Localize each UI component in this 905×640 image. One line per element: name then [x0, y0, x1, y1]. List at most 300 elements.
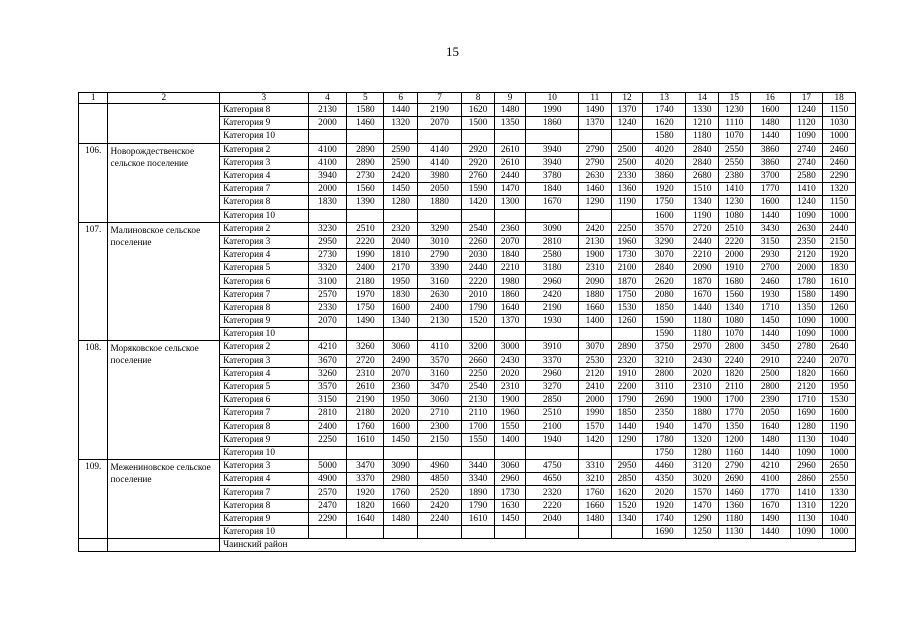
value-cell: 1590: [643, 315, 686, 328]
value-cell: 2210: [494, 262, 526, 275]
value-cell: [579, 328, 612, 341]
value-cell: 1230: [719, 196, 751, 209]
value-cell: 2400: [308, 420, 347, 433]
value-cell: 1750: [611, 288, 643, 301]
value-cell: 1820: [790, 367, 823, 380]
value-cell: 3430: [750, 222, 790, 235]
value-cell: [462, 446, 495, 459]
category-label: Категория 5: [220, 262, 308, 275]
value-cell: 1340: [384, 315, 418, 328]
category-label: Категория 7: [220, 183, 308, 196]
category-label: Категория 9: [220, 315, 308, 328]
value-cell: [611, 209, 643, 222]
value-cell: 2610: [347, 380, 384, 393]
value-cell: 1460: [719, 486, 751, 499]
value-cell: 3940: [526, 143, 579, 156]
value-cell: 1180: [686, 315, 719, 328]
district-label: Чаинский район: [220, 539, 856, 552]
value-cell: 1460: [347, 117, 384, 130]
value-cell: 2490: [384, 354, 418, 367]
value-cell: 1950: [384, 394, 418, 407]
value-cell: 1000: [823, 328, 856, 341]
settlement-name: [108, 104, 220, 144]
value-cell: 1470: [686, 499, 719, 512]
value-cell: 2120: [790, 380, 823, 393]
value-cell: 4210: [308, 341, 347, 354]
value-cell: 1000: [823, 526, 856, 539]
value-cell: 1790: [462, 499, 495, 512]
value-cell: 2220: [462, 275, 495, 288]
value-cell: 2190: [347, 394, 384, 407]
value-cell: 1600: [823, 407, 856, 420]
value-cell: 2580: [790, 169, 823, 182]
value-cell: 2790: [579, 143, 612, 156]
value-cell: 1420: [579, 433, 612, 446]
column-number: 5: [347, 93, 384, 104]
value-cell: 2690: [719, 473, 751, 486]
value-cell: 3470: [347, 460, 384, 473]
value-cell: 1340: [686, 196, 719, 209]
settlement-name: Малиновское сельское поселение: [108, 222, 220, 341]
value-cell: 1900: [686, 394, 719, 407]
value-cell: 2910: [750, 354, 790, 367]
value-cell: 3110: [643, 380, 686, 393]
value-cell: 1850: [643, 301, 686, 314]
value-cell: 1620: [611, 486, 643, 499]
value-cell: 4100: [308, 156, 347, 169]
value-cell: 2960: [790, 460, 823, 473]
value-cell: 3570: [308, 380, 347, 393]
value-cell: 1440: [750, 209, 790, 222]
value-cell: 1290: [579, 196, 612, 209]
value-cell: 4350: [643, 473, 686, 486]
district-row: [79, 539, 856, 552]
value-cell: 1090: [790, 130, 823, 143]
value-cell: 1320: [384, 117, 418, 130]
value-cell: 1670: [526, 196, 579, 209]
column-number: 7: [417, 93, 461, 104]
value-cell: [526, 328, 579, 341]
value-cell: 1580: [347, 104, 384, 117]
value-cell: 2760: [462, 169, 495, 182]
value-cell: 1450: [384, 183, 418, 196]
value-cell: 1520: [611, 499, 643, 512]
value-cell: 1480: [494, 104, 526, 117]
value-cell: 1310: [790, 499, 823, 512]
value-cell: [579, 209, 612, 222]
column-number: 15: [719, 93, 751, 104]
table-body: [79, 93, 856, 552]
value-cell: [308, 130, 347, 143]
value-cell: 1660: [823, 367, 856, 380]
value-cell: 1830: [823, 262, 856, 275]
category-label: Категория 9: [220, 433, 308, 446]
value-cell: 1630: [494, 499, 526, 512]
value-cell: 2050: [417, 183, 461, 196]
value-cell: 1440: [384, 104, 418, 117]
value-cell: 2110: [719, 380, 751, 393]
value-cell: 1710: [790, 394, 823, 407]
value-cell: 1550: [462, 433, 495, 446]
value-cell: 2420: [579, 222, 612, 235]
value-cell: [384, 328, 418, 341]
value-cell: 3270: [526, 380, 579, 393]
value-cell: [579, 130, 612, 143]
value-cell: [611, 526, 643, 539]
value-cell: 1530: [823, 394, 856, 407]
value-cell: 1820: [347, 499, 384, 512]
value-cell: 2310: [347, 367, 384, 380]
value-cell: 1560: [347, 183, 384, 196]
category-label: Категория 10: [220, 328, 308, 341]
category-label: Категория 7: [220, 407, 308, 420]
value-cell: 1870: [686, 275, 719, 288]
value-cell: [494, 446, 526, 459]
value-cell: 1370: [494, 315, 526, 328]
value-cell: 1970: [347, 288, 384, 301]
value-cell: 2890: [611, 341, 643, 354]
value-cell: 3060: [384, 341, 418, 354]
value-cell: 3090: [526, 222, 579, 235]
category-label: Категория 2: [220, 222, 308, 235]
value-cell: 2390: [750, 394, 790, 407]
value-cell: 1120: [790, 117, 823, 130]
value-cell: 2430: [494, 354, 526, 367]
value-cell: 2090: [686, 262, 719, 275]
value-cell: 4650: [526, 473, 579, 486]
value-cell: 2840: [643, 262, 686, 275]
value-cell: [384, 209, 418, 222]
column-number: 13: [643, 93, 686, 104]
value-cell: 1480: [384, 512, 418, 525]
value-cell: 2400: [417, 301, 461, 314]
value-cell: 2740: [790, 143, 823, 156]
value-cell: 1520: [462, 315, 495, 328]
value-cell: [526, 130, 579, 143]
value-cell: 2960: [494, 473, 526, 486]
value-cell: 1980: [494, 275, 526, 288]
value-cell: 2410: [579, 380, 612, 393]
value-cell: 2310: [494, 380, 526, 393]
empty-cell: [108, 539, 220, 552]
value-cell: [579, 526, 612, 539]
category-label: Категория 7: [220, 288, 308, 301]
value-cell: 1490: [750, 512, 790, 525]
value-cell: 2040: [526, 512, 579, 525]
column-number: 3: [220, 93, 308, 104]
value-cell: [417, 526, 461, 539]
value-cell: 1580: [790, 288, 823, 301]
value-cell: 1070: [719, 130, 751, 143]
value-cell: 1330: [823, 486, 856, 499]
value-cell: 1790: [462, 301, 495, 314]
value-cell: 1030: [823, 117, 856, 130]
value-cell: 1620: [643, 117, 686, 130]
value-cell: 4140: [417, 156, 461, 169]
value-cell: 2850: [526, 394, 579, 407]
value-cell: 1350: [790, 301, 823, 314]
category-label: Категория 3: [220, 354, 308, 367]
value-cell: 1680: [719, 275, 751, 288]
value-cell: 1190: [823, 420, 856, 433]
value-cell: [494, 209, 526, 222]
value-cell: 2020: [384, 407, 418, 420]
value-cell: 1230: [719, 104, 751, 117]
value-cell: 2240: [719, 354, 751, 367]
value-cell: 1740: [643, 104, 686, 117]
value-cell: 3570: [417, 354, 461, 367]
value-cell: 1760: [384, 486, 418, 499]
value-cell: 2400: [347, 262, 384, 275]
value-cell: 1770: [750, 183, 790, 196]
value-cell: 3210: [579, 473, 612, 486]
value-cell: 2800: [719, 341, 751, 354]
value-cell: 2000: [719, 249, 751, 262]
settlement-name: Моряковское сельское поселение: [108, 341, 220, 460]
value-cell: 1130: [719, 526, 751, 539]
value-cell: 1040: [823, 433, 856, 446]
value-cell: 4460: [643, 460, 686, 473]
value-cell: 2790: [579, 156, 612, 169]
settlement-number: 108.: [79, 341, 108, 460]
value-cell: 2240: [790, 354, 823, 367]
value-cell: 1810: [384, 249, 418, 262]
value-cell: 1350: [719, 420, 751, 433]
value-cell: 1000: [823, 315, 856, 328]
value-cell: 1460: [579, 183, 612, 196]
value-cell: 1490: [579, 104, 612, 117]
value-cell: [611, 130, 643, 143]
value-cell: 2090: [579, 275, 612, 288]
value-cell: 1350: [494, 117, 526, 130]
value-cell: [462, 209, 495, 222]
category-label: Категория 4: [220, 249, 308, 262]
value-cell: 1660: [384, 499, 418, 512]
value-cell: 1370: [611, 104, 643, 117]
value-cell: 3070: [579, 341, 612, 354]
tariff-table: [78, 92, 856, 552]
value-cell: 1600: [643, 209, 686, 222]
category-label: Категория 9: [220, 117, 308, 130]
value-cell: 2360: [384, 380, 418, 393]
value-cell: 2610: [494, 143, 526, 156]
value-cell: 3290: [643, 235, 686, 248]
column-number: 14: [686, 93, 719, 104]
value-cell: 2000: [790, 262, 823, 275]
table-row: [79, 222, 856, 235]
value-cell: 4750: [526, 460, 579, 473]
value-cell: 2000: [308, 183, 347, 196]
value-cell: 4020: [643, 143, 686, 156]
value-cell: 1250: [686, 526, 719, 539]
value-cell: 2310: [686, 380, 719, 393]
value-cell: 3670: [308, 354, 347, 367]
category-label: Категория 4: [220, 473, 308, 486]
value-cell: 4100: [308, 143, 347, 156]
value-cell: 2730: [347, 169, 384, 182]
value-cell: 2380: [719, 169, 751, 182]
value-cell: 1590: [643, 328, 686, 341]
value-cell: 1880: [686, 407, 719, 420]
category-label: Категория 5: [220, 380, 308, 393]
value-cell: 1930: [526, 315, 579, 328]
value-cell: 1580: [643, 130, 686, 143]
value-cell: [347, 209, 384, 222]
value-cell: 1950: [384, 275, 418, 288]
value-cell: 3260: [347, 341, 384, 354]
value-cell: [579, 446, 612, 459]
value-cell: 1130: [790, 512, 823, 525]
value-cell: 2720: [686, 222, 719, 235]
category-label: Категория 2: [220, 143, 308, 156]
category-label: Категория 10: [220, 446, 308, 459]
column-number: 10: [526, 93, 579, 104]
value-cell: [462, 130, 495, 143]
value-cell: 1440: [750, 328, 790, 341]
value-cell: 1190: [611, 196, 643, 209]
value-cell: 1280: [686, 446, 719, 459]
value-cell: 2170: [384, 262, 418, 275]
value-cell: 1790: [611, 394, 643, 407]
value-cell: 1990: [579, 407, 612, 420]
value-cell: 1290: [686, 512, 719, 525]
value-cell: 1130: [790, 433, 823, 446]
value-cell: 1450: [750, 315, 790, 328]
value-cell: 5000: [308, 460, 347, 473]
value-cell: 3090: [384, 460, 418, 473]
category-label: Категория 3: [220, 156, 308, 169]
value-cell: 1770: [719, 407, 751, 420]
value-cell: 3340: [462, 473, 495, 486]
value-cell: 1260: [823, 301, 856, 314]
column-number: 16: [750, 93, 790, 104]
value-cell: 1260: [611, 315, 643, 328]
value-cell: 1570: [686, 486, 719, 499]
value-cell: 3020: [686, 473, 719, 486]
value-cell: 1990: [526, 104, 579, 117]
value-cell: 4100: [750, 473, 790, 486]
value-cell: [494, 328, 526, 341]
value-cell: 1180: [686, 130, 719, 143]
value-cell: 2470: [308, 499, 347, 512]
value-cell: 1340: [719, 301, 751, 314]
value-cell: 1830: [308, 196, 347, 209]
value-cell: 3060: [494, 460, 526, 473]
value-cell: 2440: [823, 222, 856, 235]
value-cell: 3450: [750, 341, 790, 354]
value-cell: 2020: [494, 367, 526, 380]
table-row: [79, 460, 856, 473]
value-cell: 2050: [750, 407, 790, 420]
value-cell: 1400: [494, 433, 526, 446]
value-cell: [347, 328, 384, 341]
value-cell: 1910: [719, 262, 751, 275]
value-cell: 1820: [719, 367, 751, 380]
value-cell: 2000: [308, 117, 347, 130]
value-cell: 4960: [417, 460, 461, 473]
value-cell: 1290: [611, 433, 643, 446]
value-cell: 2810: [526, 235, 579, 248]
value-cell: 1480: [750, 117, 790, 130]
value-cell: 1320: [823, 183, 856, 196]
category-label: Категория 8: [220, 420, 308, 433]
value-cell: 2100: [611, 262, 643, 275]
value-cell: 2360: [494, 222, 526, 235]
value-cell: 1090: [790, 328, 823, 341]
value-cell: 3000: [494, 341, 526, 354]
settlement-number: 107.: [79, 222, 108, 341]
value-cell: [308, 526, 347, 539]
column-number: 17: [790, 93, 823, 104]
value-cell: 1740: [643, 512, 686, 525]
value-cell: 4210: [750, 460, 790, 473]
table-row: [79, 143, 856, 156]
value-cell: 2250: [308, 433, 347, 446]
value-cell: 1160: [719, 446, 751, 459]
value-cell: 1490: [823, 288, 856, 301]
value-cell: 2540: [462, 380, 495, 393]
value-cell: 1080: [719, 209, 751, 222]
value-cell: 1750: [643, 196, 686, 209]
value-cell: 1920: [823, 249, 856, 262]
column-number: 1: [79, 93, 108, 104]
value-cell: 1830: [384, 288, 418, 301]
value-cell: 3940: [526, 156, 579, 169]
value-cell: 1330: [686, 104, 719, 117]
value-cell: 2930: [750, 249, 790, 262]
value-cell: 4850: [417, 473, 461, 486]
value-cell: 2330: [611, 169, 643, 182]
value-cell: 1360: [611, 183, 643, 196]
value-cell: 2650: [823, 460, 856, 473]
value-cell: [347, 446, 384, 459]
column-number: 9: [494, 93, 526, 104]
value-cell: 1090: [790, 526, 823, 539]
value-cell: 1110: [719, 117, 751, 130]
value-cell: 3370: [526, 354, 579, 367]
value-cell: 2030: [462, 249, 495, 262]
value-cell: 3860: [750, 143, 790, 156]
settlement-number: 109.: [79, 460, 108, 539]
value-cell: 2860: [790, 473, 823, 486]
value-cell: 2000: [579, 394, 612, 407]
category-label: Категория 10: [220, 209, 308, 222]
value-cell: 3230: [308, 222, 347, 235]
value-cell: [347, 526, 384, 539]
value-cell: 3120: [686, 460, 719, 473]
value-cell: 2590: [384, 156, 418, 169]
value-cell: [526, 526, 579, 539]
value-cell: 1360: [719, 499, 751, 512]
value-cell: 2020: [643, 486, 686, 499]
value-cell: 1000: [823, 130, 856, 143]
value-cell: 2130: [462, 394, 495, 407]
value-cell: 2500: [750, 367, 790, 380]
value-cell: 2420: [526, 288, 579, 301]
value-cell: 1600: [384, 420, 418, 433]
value-cell: 1530: [611, 301, 643, 314]
value-cell: 1560: [719, 288, 751, 301]
value-cell: 3910: [526, 341, 579, 354]
value-cell: 1760: [347, 420, 384, 433]
value-cell: 2070: [494, 235, 526, 248]
value-cell: 1610: [823, 275, 856, 288]
value-cell: 1390: [347, 196, 384, 209]
value-cell: 2520: [417, 486, 461, 499]
header-row: [79, 93, 856, 104]
value-cell: 2180: [347, 275, 384, 288]
value-cell: 2420: [384, 169, 418, 182]
